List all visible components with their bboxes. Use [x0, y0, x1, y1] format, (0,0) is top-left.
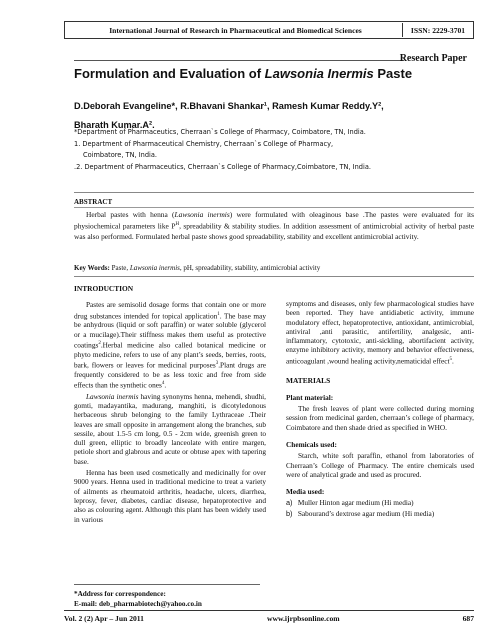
journal-name: International Journal of Research in Pharmaceutical and Biomedical Sciences [109, 25, 362, 35]
plant-material-heading: Plant material: [286, 392, 334, 402]
abstract-rule [74, 207, 474, 208]
affiliation: 1. Department of Pharmaceutical Chemistry, Cherraan`s College of Pharmacy, [74, 139, 334, 148]
media-heading: Media used: [286, 487, 325, 497]
correspondence-note: *Address for correspondence: E-mail: deb_pharmabiotech@yahoo.co.in [74, 589, 274, 609]
affiliations [74, 127, 484, 173]
issn: ISSN: 2229-3701 [410, 25, 466, 35]
list-item: b) Sabourand’s dextrose agar medium (Hi media) [286, 508, 435, 518]
footnote-rule [74, 584, 260, 585]
footer-rule [64, 610, 474, 611]
research-paper-rule [74, 60, 404, 61]
keywords-label: Key Words: [74, 264, 110, 272]
title-species: Lawsonia Inermis [264, 66, 374, 81]
title-prefix: Formulation and Evaluation of [74, 66, 265, 81]
introduction-heading: INTRODUCTION [74, 284, 134, 293]
affiliation: *Department of Pharmaceutics, Cherraan`s College of Pharmacy, Coimbatore, TN, India. [74, 128, 366, 136]
keywords: Key Words: Paste, Lawsonia inermis, pH, spreadability, stability, antimicrobial activity [74, 264, 321, 272]
plant-material-text: The fresh leaves of plant were collected during morning session from medicinal garden, cherraan’s college of pharmacy, Coimbatore and then shade dried as specified in WHO. [286, 404, 474, 432]
intro-paragraph: Lawsonia inermis having synonyms henna, mehendi, shudhi, gomti, madayantika, madurang, manghiti, is dicotyledonous herbaceous shrub belonging to the family Lythraceae .Their leaves are small opposite in arrangement along the branches, sub sessile, about 1.5-5 cm long, 0.5 - 2cm wide, greenish green to dull green, elliptic to broadly lanceolate with entire margen, petiole short and glabrous and acute or obtuse apex with tapering base. [74, 391, 266, 466]
section-divider [74, 192, 474, 193]
volume-info: Vol. 2 (2) Apr – Jun 2011 [64, 614, 144, 623]
correspondence-email: E-mail: deb_pharmabiotech@yahoo.co.in [74, 600, 202, 608]
affiliation: Coimbatore, TN, India. [83, 151, 157, 160]
page-number: 687 [462, 614, 474, 623]
authors-line-1: D.Deborah Evangeline*, R.Bhavani Shankar¹, Ramesh Kumar Reddy.Y², [74, 101, 384, 111]
chemicals-heading: Chemicals used: [286, 439, 337, 449]
abstract-heading: ABSTRACT [74, 198, 113, 206]
paper-type: Research Paper [399, 53, 467, 64]
authors-line-2: Bharath Kumar.A². [74, 120, 155, 130]
paper-title [74, 66, 474, 81]
page-footer [64, 614, 474, 623]
title-suffix: Paste [373, 66, 413, 81]
materials-heading: MATERIALS [286, 375, 331, 385]
media-list [286, 498, 474, 518]
journal-header [64, 21, 474, 39]
list-item: a) Muller Hinton agar medium (Hi media) [286, 498, 414, 508]
left-column [74, 284, 266, 526]
intro-paragraph: Henna has been used cosmetically and medicinally for over 9000 years. Henna used in traditional medicine to treat a variety of ailments as rheumatoid arthritis, headache, ulcers, diarrhea, leprosy, fever, diabetes, cardiac disease, hepatoprotective and also as colouring agent. Although this plant has been widely used in various [74, 468, 266, 524]
section-divider [74, 276, 474, 277]
journal-website: www.ijrpbsonline.com [267, 614, 340, 623]
intro-paragraph: Pastes are semisolid dosage forms that contain one or more drug substances intended for topical application$^1$. The base may be anhydrous (liquid or soft paraffin) or water soluble (glycerol or a mucilage).Their stiffness makes them useful as protective coatings$^2$.Herbal medicine also called botanical medicine or phyto medicine, refers to use of any plant’s seeds, berries, roots, bark, flowers or leaves for medicinal purposes$^3$.Plant drugs are frequently considered to be as less toxic and free from side effects than the synthetic ones$^4$. [74, 300, 266, 390]
abstract-body: Herbal pastes with henna (Lawsonia inermis) were formulated with oleaginous base .The pastes were evaluated for its physiochemical parameters like $P^H$, spreadability & stability studies. In addition assessment of antimicrobial activity of herbal paste was also performed. Formulated herbal paste shows good spreadability, stability and excellent antimicrobial activity. [74, 210, 474, 241]
intro-paragraph-continued: symptoms and diseases, only few pharmacological studies have been reported. They have antidiabetic activity, immune modulatory effect, hepatoprotective, antioxidant, antimicrobial, antiviral ,anti parasitic, antifertility, analgesic, anti-inflammatory, cytotoxic, anti-sickling, abortifacient activity, enzyme inhibitory activity, memory and behavior effectiveness, anticoagulant ,wound healing activity,nematicidal effect$^5$. [286, 299, 474, 366]
chemicals-text: Starch, white soft paraffin, ethanol from laboratories of Cherraan’s College of Pharmacy. The entire chemicals used were of analytical grade and used as procured. [286, 451, 474, 479]
right-column [286, 299, 474, 519]
affiliation: .2. Department of Pharmaceutics, Cherraan`s College of Pharmacy,Coimbatore, TN, India. [74, 162, 371, 171]
